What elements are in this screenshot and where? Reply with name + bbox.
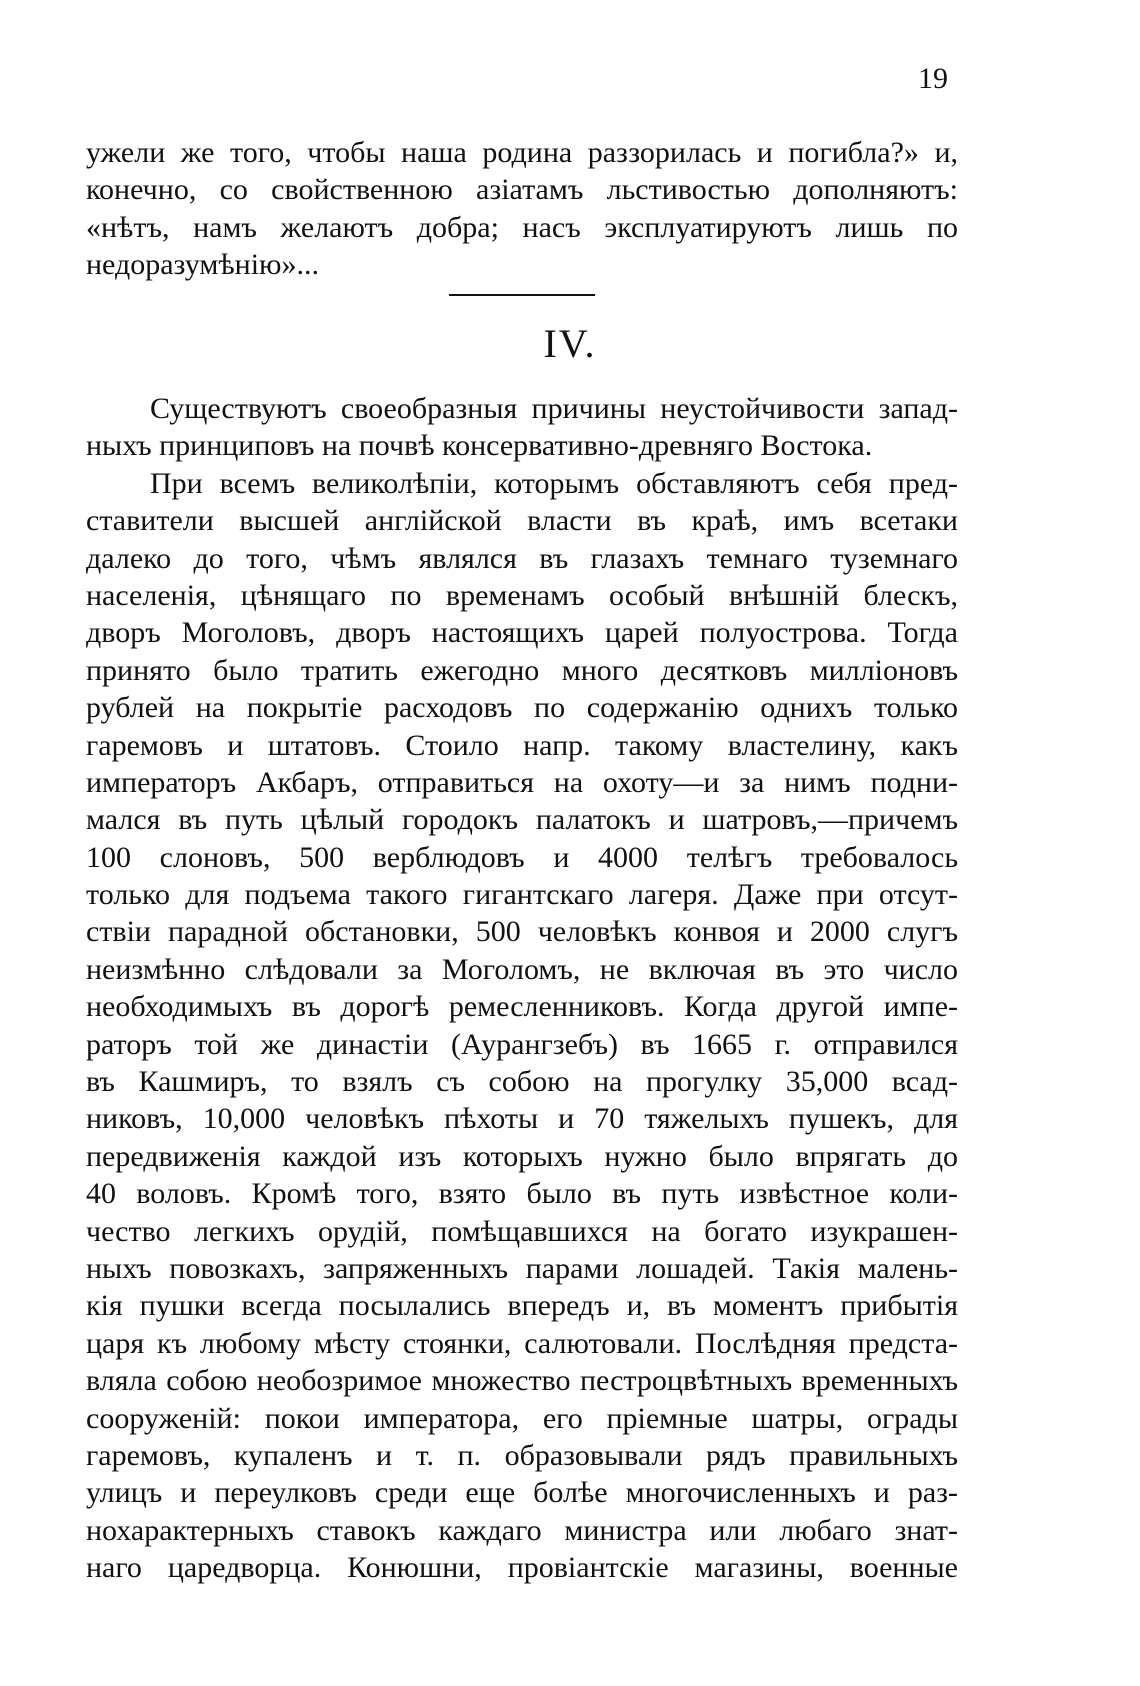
text-line: гаремовъ, купаленъ и т. п. образовывали рядъ правильныхъ (86, 1438, 958, 1472)
text-line: ныхъ принциповъ на почвѣ консервативно-древняго Востока. (86, 429, 873, 463)
text-line: ужели же того, чтобы наша родина раззорилась и погибла?» и, (86, 136, 958, 169)
section-heading: IV. (543, 321, 597, 366)
text-line: ныхъ повозкахъ, запряженныхъ парами лошадей. Такія малень- (86, 1251, 958, 1285)
text-line: недоразумѣнію»... (86, 248, 319, 282)
section-divider (449, 294, 595, 296)
text-line: рублей на покрытіе расходовъ по содержанію одниxъ только (86, 691, 958, 725)
text-line: 40 воловъ. Кромѣ того, взято было въ путь извѣстное коли- (86, 1177, 958, 1211)
text-line: улицъ и переулковъ среди еще болѣе многочисленныхъ и раз- (86, 1476, 958, 1510)
text-line: вляла собою необозримое множество пестроцвѣтныхъ временныхъ (86, 1364, 958, 1398)
text-line: нохарактерныхъ ставокъ каждаго министра или любаго знат- (86, 1513, 958, 1547)
text-line: конечно, со свойственною азіатамъ льстивостью дополняютъ: (86, 173, 958, 207)
text-line: наго царедворца. Конюшни, провіантскіе магазины, военные (86, 1551, 958, 1585)
text-line: царя къ любому мѣсту стоянки, салютовали. Послѣдняя предста- (86, 1326, 958, 1360)
text-line: раторъ той же династіи (Аурангзебъ) въ 1665 г. отправился (86, 1027, 958, 1061)
text-line: неизмѣнно слѣдовали за Моголомъ, не включая въ это число (86, 952, 958, 986)
section-body (86, 390, 958, 1587)
text-line: передвиженія каждой изъ которыхъ нужно было впрягать до (86, 1139, 958, 1173)
text-line: При всемъ великолѣпіи, которымъ обставляютъ себя пред- (150, 466, 958, 500)
text-line: 100 слоновъ, 500 верблюдовъ и 4000 телѣгъ требовалось (86, 840, 958, 874)
text-line: чество легкихъ орудій, помѣщавшихся на богато изукрашен- (86, 1214, 958, 1248)
text-line: сооруженій: покои императора, его пріемные шатры, ограды (86, 1401, 958, 1435)
text-line: дворъ Моголовъ, дворъ настоящихъ царей полуострова. Тогда (86, 616, 958, 650)
text-line: ствіи парадной обстановки, 500 человѣкъ конвоя и 2000 слугъ (86, 915, 958, 949)
page-number: 19 (918, 62, 948, 95)
text-line: населенія, цѣнящаго по временамъ особый внѣшній блескъ, (86, 578, 958, 612)
text-line: принято было тратить ежегодно много десятковъ милліоновъ (86, 653, 958, 687)
text-line: «нѣтъ, намъ желаютъ добра; насъ эксплуатируютъ лишь по (86, 210, 958, 244)
text-line: въ Кашмиръ, то взялъ съ собою на прогулку 35,000 всад- (86, 1065, 958, 1099)
text-line: мался въ путь цѣлый городокъ палатокъ и шатровъ,—причемъ (86, 803, 958, 837)
text-line: императоръ Акбаръ, отправиться на охоту—и за нимъ подни- (86, 765, 958, 799)
text-line: необходимыхъ въ дорогѣ ремесленниковъ. Когда другой импе- (86, 990, 958, 1024)
text-line: никовъ, 10,000 человѣкъ пѣхоты и 70 тяжелыхъ пушекъ, для (86, 1102, 958, 1136)
text-line: гаремовъ и штатовъ. Стоило напр. такому властелину, какъ (86, 728, 958, 762)
top-paragraph (86, 134, 958, 284)
text-line: далеко до того, чѣмъ являлся въ глазахъ темнаго туземнаго (86, 541, 958, 575)
text-line: ставители высшей англійской власти въ краѣ, имъ всетаки (86, 504, 958, 538)
text-line: только для подъема такого гигантскаго лагеря. Даже при отсут- (86, 878, 958, 912)
text-line: Существуютъ своеобразныя причины неустойчивости запад- (150, 392, 958, 425)
text-line: кія пушки всегда посылались впередъ и, въ моментъ прибытія (86, 1289, 958, 1323)
